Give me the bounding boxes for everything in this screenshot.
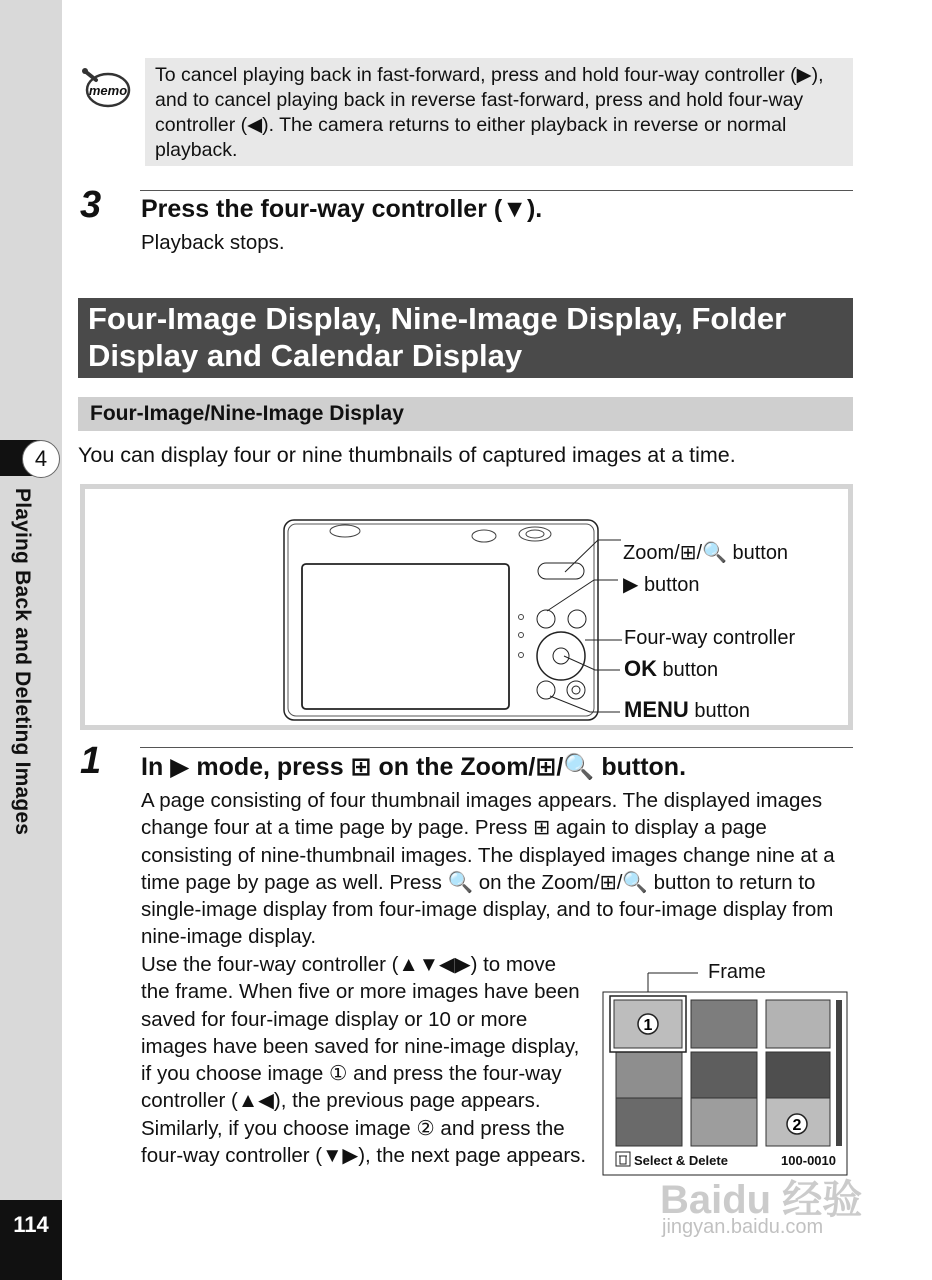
four-way-controller-label: Four-way controller — [624, 627, 796, 649]
step1-title: In ▶ mode, press ⊞ on the Zoom/⊞/🔍 button. — [141, 753, 687, 781]
svg-text:100-0010: 100-0010 — [781, 1153, 836, 1168]
step1-body-paragraph-2: Use the four-way controller (▲▼◀▶) to move the frame. When five or more images have been saved for four-image display or 10 or more images have been saved for nine-image display, if you choose image ① and press the four-way controller (▲◀), the previous page appears. Similarly, if you choose image ② and press the four-way controller (▼▶), the next page appears. — [141, 953, 587, 1168]
chapter-number: 4 — [22, 440, 60, 478]
step1-body-paragraph-1: A page consisting of four thumbnail images appears. The displayed images change four at a time page by page. Press ⊞ again to display a page consisting of nine-thumbnail images. The displayed images change nine at a time page by page as well. Press 🔍 on the Zoom/⊞/🔍 button to return to single-image display from four-image display, and to four-image display from nine-image display. — [141, 789, 835, 949]
memo-note: To cancel playing back in fast-forward, press and hold four-way controller (▶), and to cancel playing back in reverse fast-forward, press and hold four-way controller (◀). The camera returns to either playback in reverse or normal playback. — [145, 58, 853, 166]
step3-rule — [140, 190, 853, 191]
step3-body: Playback stops. — [141, 231, 285, 254]
page-number: 114 — [13, 1212, 49, 1237]
ok-button-label: OK button — [624, 656, 719, 681]
svg-text:memo: memo — [88, 83, 128, 98]
step1-rule — [140, 747, 853, 748]
section-heading: Four-Image Display, Nine-Image Display, Folder Display and Calendar Display — [78, 298, 853, 378]
chapter-title: Playing Back and Deleting Images — [11, 488, 34, 836]
camera-illustration — [80, 484, 853, 730]
step3-title: Press the four-way controller (▼). — [141, 195, 543, 223]
memo-icon — [80, 66, 132, 110]
step1-number: 1 — [80, 740, 102, 782]
section-intro: You can display four or nine thumbnails of captured images at a time. — [78, 443, 736, 467]
watermark-logo: Baidu 经验 — [660, 1178, 863, 1222]
svg-text:1: 1 — [643, 1017, 653, 1034]
playback-button-label: ▶ button — [623, 574, 700, 596]
frame-label: Frame — [708, 961, 766, 983]
svg-text:2: 2 — [792, 1117, 802, 1134]
menu-button-label: MENU button — [624, 697, 750, 722]
svg-text:Select & Delete: Select & Delete — [634, 1153, 728, 1168]
nine-image-display-illustration — [600, 960, 860, 1180]
zoom-button-label: Zoom/⊞/🔍 button — [623, 542, 789, 564]
step3-number: 3 — [80, 184, 102, 226]
watermark-url: jingyan.baidu.com — [662, 1216, 824, 1238]
subsection-heading: Four-Image/Nine-Image Display — [78, 397, 853, 431]
